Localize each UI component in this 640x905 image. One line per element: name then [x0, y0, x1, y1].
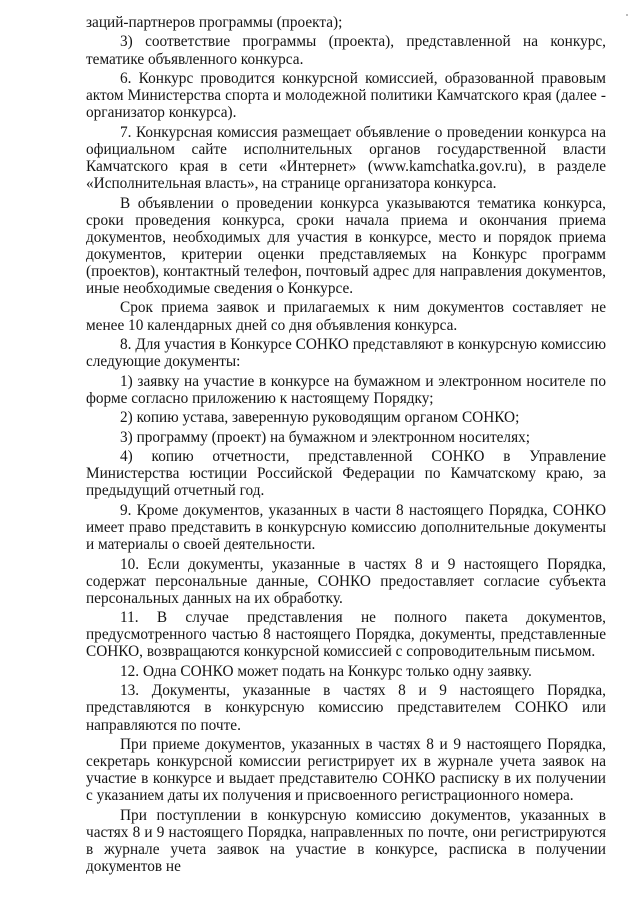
- scan-speck: [626, 14, 628, 16]
- paragraph-item-11: 11. В случае представления не полного пакета документов, предусмотренного частью 8 настоящего Порядка, документы, представленные СОНКО, возвращаются конкурсной комиссией с сопроводительным письмом.: [86, 609, 606, 661]
- paragraph-item-12: 12. Одна СОНКО может подать на Конкурс только одну заявку.: [120, 662, 532, 680]
- paragraph-item-10: 10. Если документы, указанные в частях 8 и 9 настоящего Порядка, содержат персональные данные, СОНКО предоставляет согласие субъекта персональных данных на их обработку.: [86, 555, 606, 607]
- paragraph-announcement-contents: В объявлении о проведении конкурса указываются тематика конкурса, сроки проведения конкурса, сроки начала приема и окончания приема документов, необходимых для участия в конкурсе, место и порядок приема документов, критерии оценки представляемых на Конкурс программ (проектов), контактный телефон, почтовый адрес для направления документов, иные необходимые сведения о Конкурсе.: [86, 194, 606, 297]
- paragraph-item-9: 9. Кроме документов, указанных в части 8 настоящего Порядка, СОНКО имеет право представить в конкурсную комиссию дополнительные документы и материалы о своей деятельности.: [86, 501, 606, 554]
- paragraph-item-8-1: 1) заявку на участие в конкурсе на бумажном и электронном носителе по форме согласно приложению к настоящему Порядку;: [86, 372, 606, 407]
- paragraph-item-7: 7. Конкурсная комиссия размещает объявление о проведении конкурса на официальном сайте исполнительных органов государственной власти Камчатского края в сети «Интернет» (www.kamchatka.gov.ru), в разделе «Исполнительная власть», на странице организатора конкурса.: [86, 123, 606, 193]
- paragraph-clause-3-topic: 3) соответствие программы (проекта), представленной на конкурс, тематике объявленного конкурса.: [86, 33, 606, 68]
- paragraph-continuation: заций-партнеров программы (проекта);: [86, 14, 343, 31]
- paragraph-item-6: 6. Конкурс проводится конкурсной комиссией, образованной правовым актом Министерства спорта и молодежной политики Камчатского края (далее - организатор конкурса).: [86, 70, 606, 122]
- paragraph-item-8-4: 4) копию отчетности, представленной СОНКО в Управление Министерства юстиции Российской Федерации по Камчатскому краю, за предыдущий отчетный год.: [86, 448, 606, 500]
- paragraph-item-8-3: 3) программу (проект) на бумажном и электронном носителях;: [120, 428, 530, 446]
- paragraph-receipt-by-mail: При поступлении в конкурсную комиссию документов, указанных в частях 8 и 9 настоящего Порядка, направленных по почте, они регистрируются в журнале учета заявок на участие в конкурсе, расписка в получении документов не: [86, 806, 606, 876]
- paragraph-receipt-in-person: При приеме документов, указанных в частях 8 и 9 настоящего Порядка, секретарь конкурсной комиссии регистрирует их в журнале учета заявок на участие в конкурсе и выдает представителю СОНКО расписку в их получении с указанием даты их получения и присвоенного регистрационного номера.: [86, 736, 606, 805]
- paragraph-submission-deadline: Срок приема заявок и прилагаемых к ним документов составляет не менее 10 календарных дней со дня объявления конкурса.: [86, 299, 606, 334]
- paragraph-item-8-2: 2) копию устава, заверенную руководящим органом СОНКО;: [120, 409, 520, 427]
- paragraph-item-13: 13. Документы, указанные в частях 8 и 9 настоящего Порядка, представляются в конкурсную комиссию представителем СОНКО или направляются по почте.: [86, 682, 606, 734]
- paragraph-item-8: 8. Для участия в Конкурсе СОНКО представляют в конкурсную комиссию следующие документы:: [86, 336, 606, 371]
